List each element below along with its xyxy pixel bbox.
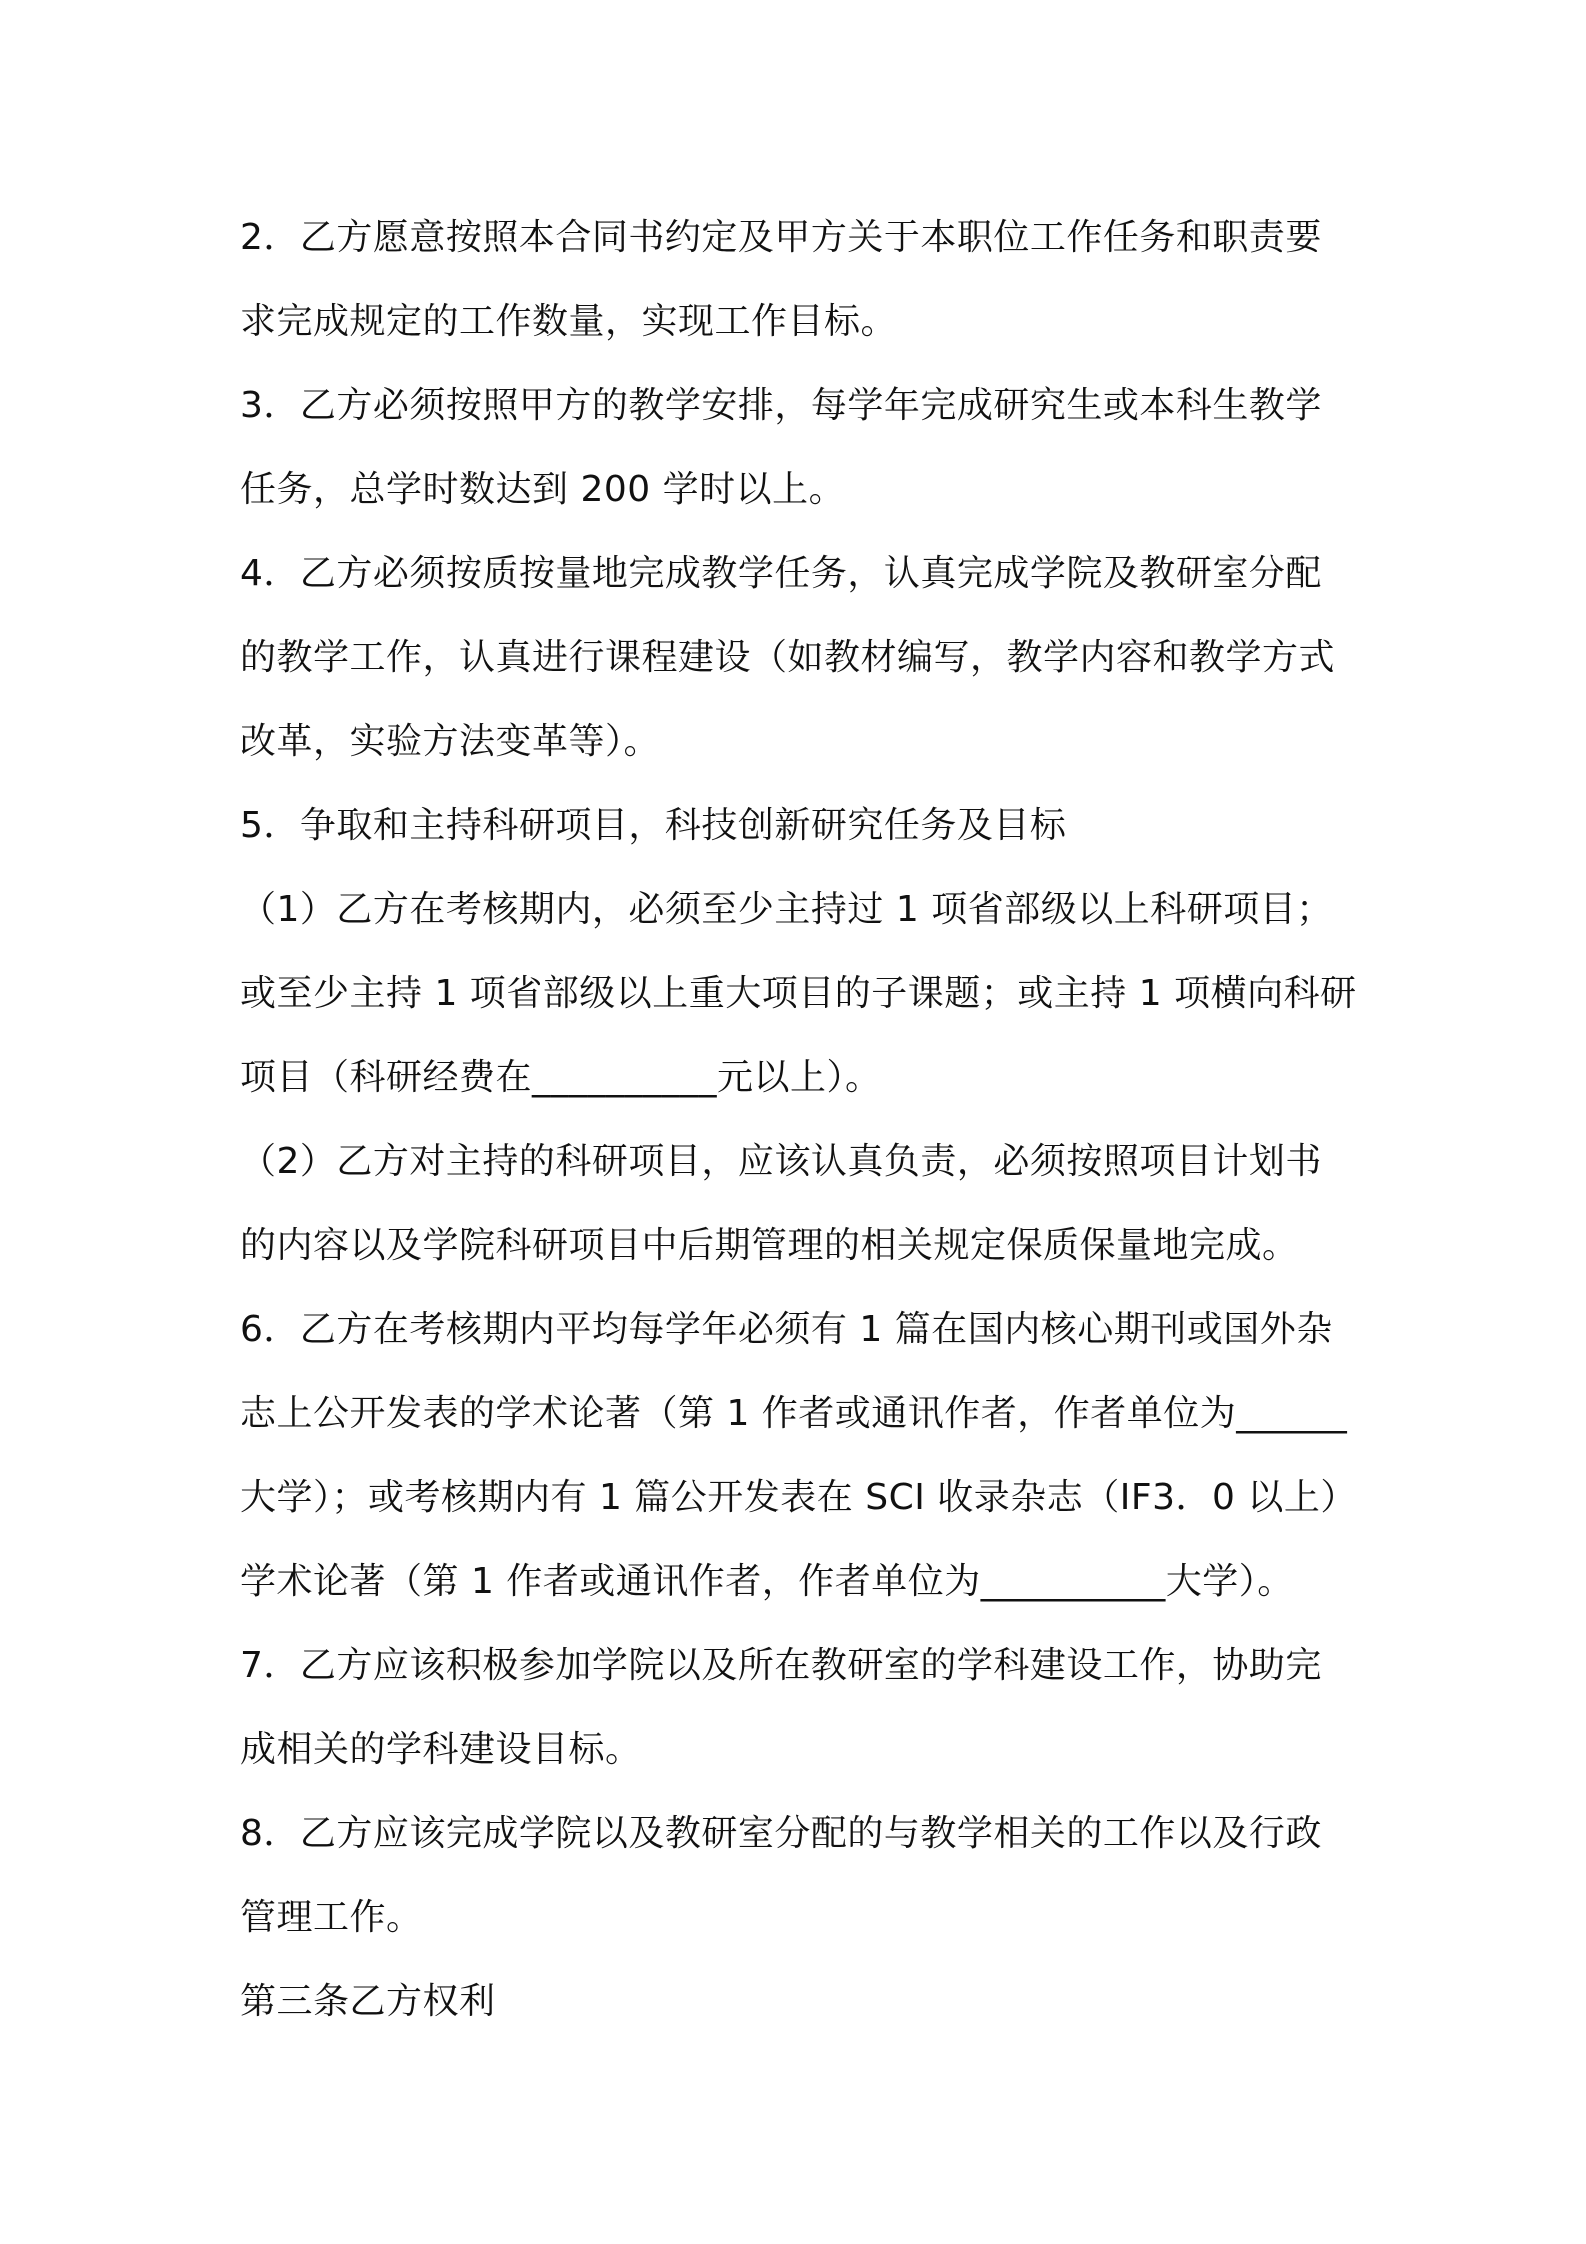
text-line: 项目（科研经费在__________元以上）。 (240, 1057, 882, 1098)
text-line: 求完成规定的工作数量，实现工作目标。 (240, 301, 898, 342)
section-heading: 第三条乙方权利 (240, 1981, 496, 2022)
text-line: 管理工作。 (240, 1897, 423, 1938)
text-line: 改革，实验方法变革等）。 (240, 721, 661, 762)
text-line: 7．乙方应该积极参加学院以及所在教研室的学科建设工作，协助完 (240, 1645, 1322, 1686)
text-line: 的教学工作，认真进行课程建设（如教材编写，教学内容和教学方式 (240, 637, 1336, 678)
text-line: 3．乙方必须按照甲方的教学安排，每学年完成研究生或本科生教学 (240, 385, 1322, 426)
text-line: （2）乙方对主持的科研项目，应该认真负责，必须按照项目计划书 (240, 1141, 1322, 1182)
text-line: 5．争取和主持科研项目，科技创新研究任务及目标 (240, 805, 1067, 846)
text-line: 任务，总学时数达到 200 学时以上。 (240, 469, 846, 510)
text-line: 8．乙方应该完成学院以及教研室分配的与教学相关的工作以及行政 (240, 1813, 1322, 1854)
text-line: 的内容以及学院科研项目中后期管理的相关规定保质保量地完成。 (240, 1225, 1299, 1266)
text-line: 大学）；或考核期内有 1 篇公开发表在 SCI 收录杂志（IF3．0 以上） (240, 1477, 1357, 1518)
text-line: 志上公开发表的学术论著（第 1 作者或通讯作者，作者单位为______ (240, 1393, 1348, 1434)
document-body (240, 196, 1360, 2044)
text-line: 4．乙方必须按质按量地完成教学任务，认真完成学院及教研室分配 (240, 553, 1322, 594)
text-line: 成相关的学科建设目标。 (240, 1729, 642, 1770)
text-line: 2．乙方愿意按照本合同书约定及甲方关于本职位工作任务和职责要 (240, 217, 1322, 258)
text-line: 学术论著（第 1 作者或通讯作者，作者单位为__________大学）。 (240, 1561, 1294, 1602)
text-line: 或至少主持 1 项省部级以上重大项目的子课题；或主持 1 项横向科研 (240, 973, 1357, 1014)
text-line: （1）乙方在考核期内，必须至少主持过 1 项省部级以上科研项目； (240, 889, 1333, 930)
text-line: 6．乙方在考核期内平均每学年必须有 1 篇在国内核心期刊或国外杂 (240, 1309, 1333, 1350)
